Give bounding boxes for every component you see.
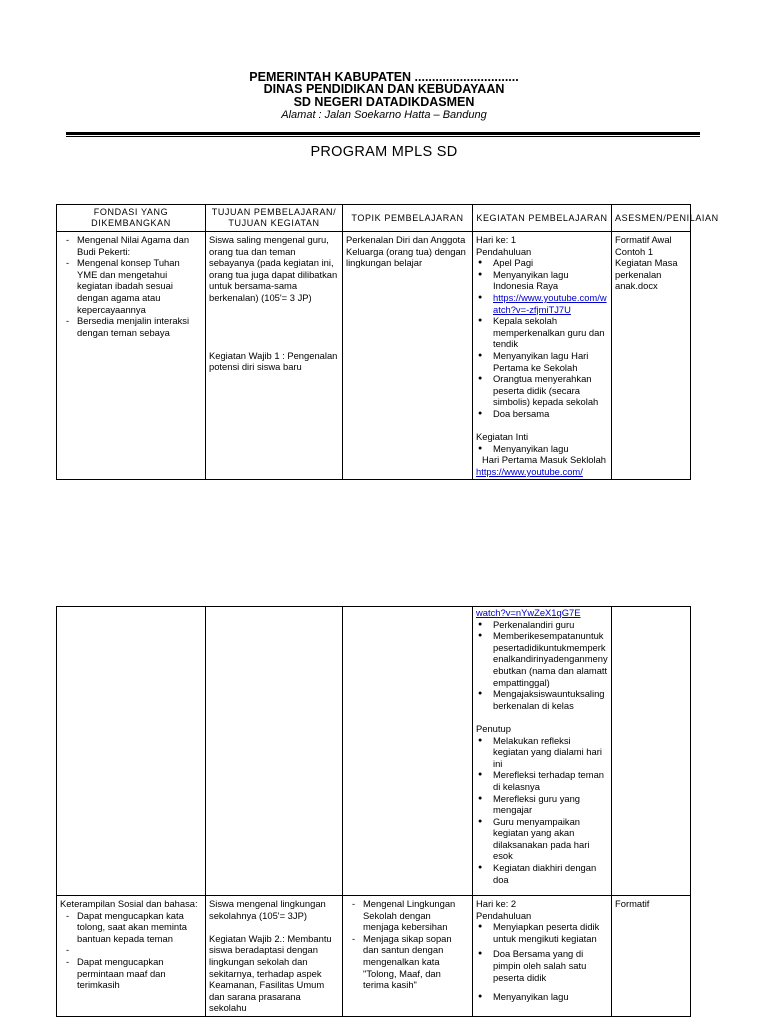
- cell-fondasi: [57, 607, 206, 896]
- program-table-page-2: [56, 606, 691, 1017]
- table-header-row: [57, 205, 691, 232]
- list-item: - Mengenal Lingkungan Sekolah dengan menjaga kebersihan: [346, 898, 469, 933]
- list-item: ● Kegiatan diakhiri dengan doa: [476, 862, 608, 885]
- list-item: ● Kepala sekolah memperkenalkan guru dan tendik: [476, 315, 608, 350]
- header-tujuan: TUJUAN PEMBELAJARAN/ TUJUAN KEGIATAN: [206, 205, 343, 232]
- tujuan-wajib: Kegiatan Wajib 1 : Pengenalan potensi diri siswa baru: [209, 349, 338, 373]
- list-item: ● Doa Bersama yang di pimpin oleh salah satu peserta didik: [476, 948, 608, 983]
- cell-asesmen: Formatif: [612, 896, 691, 1017]
- cell-kegiatan: [473, 607, 612, 896]
- cell-tujuan: [206, 232, 343, 480]
- youtube-link[interactable]: https://www.youtube.com/watch?v=-zfjmiTJ7U: [493, 291, 607, 315]
- header-address: Alamat : Jalan Soekarno Hatta – Bandung: [281, 109, 487, 121]
- list-item: ● Guru menyampaikan kegiatan yang akan dilaksanakan pada hari esok: [476, 816, 608, 862]
- header-line-1: PEMERINTAH KABUPATEN ..............................: [249, 70, 519, 84]
- table-row: [57, 896, 691, 1017]
- list-item: ● Mengajaksiswauntuksaling berkenalan di kelas: [476, 688, 608, 711]
- fondasi-title: Keterampilan Sosial dan bahasa:: [60, 898, 198, 909]
- list-item: ● Merefleksi guru yang mengajar: [476, 793, 608, 816]
- header-rule-thin: [66, 136, 700, 137]
- list-item[interactable]: [476, 292, 608, 315]
- table-row: [57, 607, 691, 896]
- pendahuluan-label: Pendahuluan: [476, 909, 532, 921]
- header-rule-thick: [66, 132, 700, 135]
- list-item: ● Menyanyikan lagu Hari Pertama ke Sekolah: [476, 350, 608, 373]
- list-item: ● Memberikesempatanuntuk pesertadidikuntukmemperkenalkandirinyadenganmenyebutkan (nama dan alamattempattinggal): [476, 630, 608, 688]
- penutup-label: Penutup: [476, 722, 511, 734]
- hari-label: Hari ke: 1: [476, 234, 517, 245]
- youtube-link-cont[interactable]: watch?v=nYwZeX1qG7E: [476, 607, 581, 618]
- list-item: ● Perkenalandiri guru: [476, 619, 608, 631]
- list-item: ● Doa bersama: [476, 408, 608, 420]
- list-item: ● Menyiapkan peserta didik untuk mengikuti kegiatan: [476, 921, 608, 944]
- list-item: - Mengenal konsep Tuhan YME dan mengetahui kegiatan ibadah sesuai dengan agama atau kepercayaannya: [60, 257, 202, 315]
- cell-fondasi: [57, 896, 206, 1017]
- inti-label: Kegiatan Inti: [476, 431, 529, 443]
- tujuan-wajib: Kegiatan Wajib 2.: Membantu siswa beradaptasi dengan lingkungan sekolah dan sekitarnya, terhadap aspek Keamanan, Fasilitas Umum dan sarana prasarana sekolahu: [209, 932, 332, 1014]
- header-asesmen: ASESMEN/PENILAIAN: [612, 205, 691, 232]
- list-item: - Bersedia menjalin interaksi dengan teman sebaya: [60, 315, 202, 338]
- list-item: [60, 944, 202, 956]
- cell-tujuan: [206, 896, 343, 1017]
- header-line-2: DINAS PENDIDIKAN DAN KEBUDAYAAN: [263, 82, 505, 96]
- cell-kegiatan: [473, 232, 612, 480]
- cell-fondasi: [57, 232, 206, 480]
- list-item: - Dapat mengucapkan permintaan maaf dan terimkasih: [60, 956, 202, 991]
- header-fondasi: FONDASI YANG DIKEMBANGKAN: [57, 205, 206, 232]
- list-item: ● Orangtua menyerahkan peserta didik (secara simbolis) kepada sekolah: [476, 373, 608, 408]
- tujuan-text: Siswa saling mengenal guru, orang tua dan teman sebayanya (pada kegiatan ini, orang tua juga dapat dilibatkan untuk bersama-sama berkenalan) (105'= 3 JP): [209, 234, 338, 303]
- list-item: ● Menyanyikan lagu: [476, 991, 608, 1003]
- list-item: ● Melakukan refleksi kegiatan yang dialami hari ini: [476, 735, 608, 770]
- list-item: - Menjaga sikap sopan dan santun dengan mengenalkan kata "Tolong, Maaf, dan terima kasih": [346, 933, 469, 991]
- page-title: PROGRAM MPLS SD: [310, 144, 458, 160]
- list-item: ● Merefleksi terhadap teman di kelasnya: [476, 769, 608, 792]
- inti-song: Hari Pertama Masuk Seklolah: [482, 454, 607, 466]
- cell-tujuan: [206, 607, 343, 896]
- list-item: - Mengenal Nilai Agama dan Budi Pekerti:: [60, 234, 202, 257]
- cell-kegiatan: [473, 896, 612, 1017]
- cell-asesmen: [612, 607, 691, 896]
- list-item: ● Apel Pagi: [476, 257, 608, 269]
- hari-label: Hari ke: 2: [476, 898, 517, 909]
- pendahuluan-label: Pendahuluan: [476, 245, 532, 257]
- cell-topik: [343, 896, 473, 1017]
- list-item: - Dapat mengucapkan kata tolong, saat akan meminta bantuan kepada teman: [60, 910, 202, 945]
- header-line-3: SD NEGERI DATADIKDASMEN: [293, 95, 475, 109]
- cell-topik: Perkenalan Diri dan Anggota Keluarga (orang tua) dengan lingkungan belajar: [343, 232, 473, 480]
- cell-topik: [343, 607, 473, 896]
- program-table-page-1: [56, 204, 719, 480]
- list-item: ● Menyanyikan lagu: [476, 443, 608, 455]
- list-item: ● Menyanyikan lagu Indonesia Raya: [476, 269, 608, 292]
- header-kegiatan: KEGIATAN PEMBELAJARAN: [473, 205, 612, 232]
- table-row: [57, 232, 691, 480]
- tujuan-text: Siswa mengenal lingkungan sekolahnya (105'= 3JP): [209, 898, 326, 921]
- cell-asesmen: Formatif Awal Contoh 1 Kegiatan Masa perkenalan anak.docx: [612, 232, 691, 480]
- header-topik: TOPIK PEMBELAJARAN: [343, 205, 473, 232]
- youtube-link-2[interactable]: https://www.youtube.com/: [476, 465, 583, 477]
